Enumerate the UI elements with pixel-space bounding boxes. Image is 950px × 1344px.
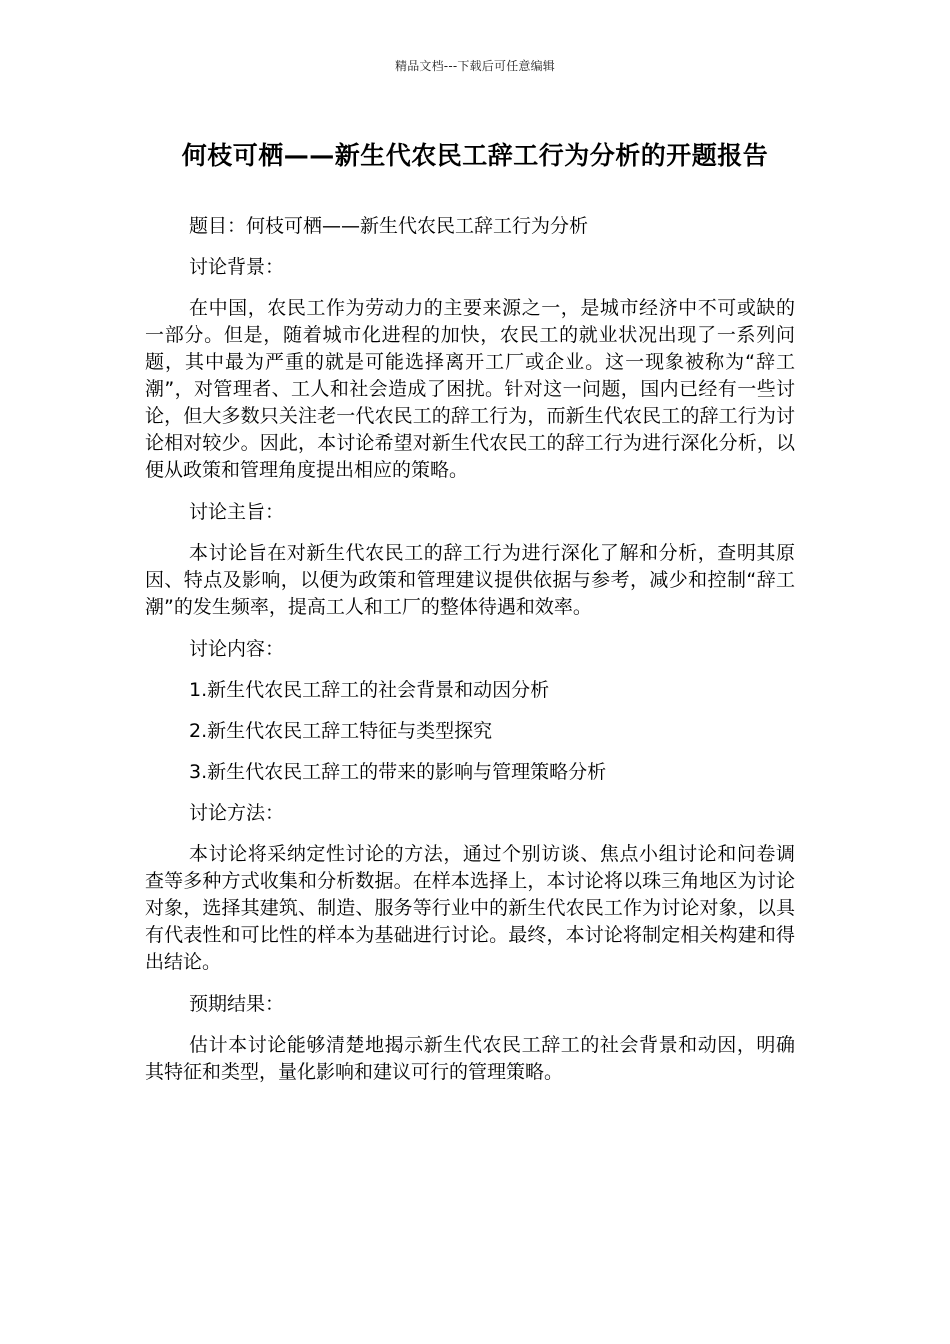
purpose-label: 讨论主旨： <box>189 501 285 523</box>
content-label: 讨论内容： <box>189 638 285 660</box>
purpose-paragraph: 本讨论旨在对新生代农民工的辞工行为进行深化了解和分析，查明其原因、特点及影响，以便为政策和管理建议提供依据与参考，减少和控制“辞工潮”的发生频率，提高工人和工厂的整体待遇和效率。 <box>145 542 795 618</box>
topic-line: 题目：何枝可栖——新生代农民工辞工行为分析 <box>189 215 589 237</box>
background-paragraph: 在中国，农民工作为劳动力的主要来源之一，是城市经济中不可或缺的一部分。但是，随着城市化进程的加快，农民工的就业状况出现了一系列问题，其中最为严重的就是可能选择离开工厂或企业。这一现象被称为“辞工潮”，对管理者、工人和社会造成了困扰。针对这一问题，国内已经有一些讨论，但大多数只关注老一代农民工的辞工行为，而新生代农民工的辞工行为讨论相对较少。因此，本讨论希望对新生代农民工的辞工行为进行深化分析，以便从政策和管理角度提出相应的策略。 <box>145 297 795 481</box>
method-label: 讨论方法： <box>189 802 285 824</box>
document-title: 何枝可栖——新生代农民工辞工行为分析的开题报告 <box>181 141 769 170</box>
content-item-2: 2.新生代农民工辞工特征与类型探究 <box>189 720 493 742</box>
result-paragraph: 估计本讨论能够清楚地揭示新生代农民工辞工的社会背景和动因，明确其特征和类型，量化影响和建议可行的管理策略。 <box>145 1034 795 1083</box>
content-item-1: 1.新生代农民工辞工的社会背景和动因分析 <box>189 679 550 701</box>
result-label: 预期结果： <box>189 993 285 1015</box>
method-paragraph: 本讨论将采纳定性讨论的方法，通过个别访谈、焦点小组讨论和问卷调查等多种方式收集和分析数据。在样本选择上，本讨论将以珠三角地区为讨论对象，选择其建筑、制造、服务等行业中的新生代农民工作为讨论对象，以具有代表性和可比性的样本为基础进行讨论。最终，本讨论将制定相关构建和得出结论。 <box>145 843 795 973</box>
header-note: 精品文档---下载后可任意编辑 <box>395 59 555 73</box>
background-label: 讨论背景： <box>189 256 285 278</box>
document-body <box>145 213 795 1101</box>
content-item-3: 3.新生代农民工辞工的带来的影响与管理策略分析 <box>189 761 607 783</box>
